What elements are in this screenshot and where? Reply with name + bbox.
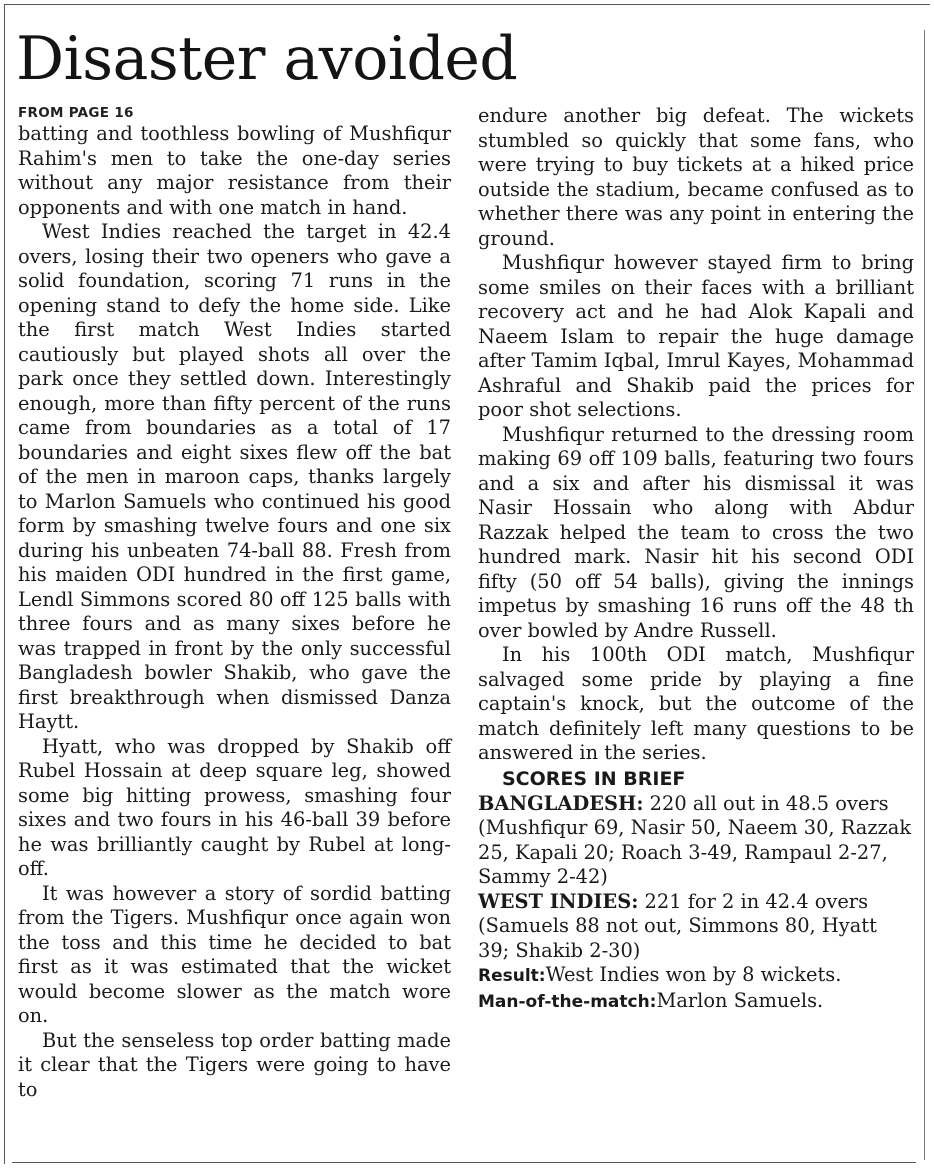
motm-label: Man-of-the-match: bbox=[478, 991, 657, 1012]
headline: Disaster avoided bbox=[16, 24, 518, 94]
score-text-bangladesh: 220 all out in 48.5 overs (Mushfiqur 69, Nasir 50, Naeem 30, Razzak 25, Kapali 20; Roach 3-49, Rampaul 2-27, Sammy 2-42) bbox=[478, 791, 912, 888]
score-bangladesh bbox=[478, 792, 914, 890]
paragraph: Mushfiqur however stayed firm to bring some smiles on their faces with a brilliant recovery act and he had Alok Kapali and Naeem Islam to repair the huge damage after Tamim Iqbal, Imrul Kayes, Mohammad Ashraful and Shakib paid the prices for poor shot selections. bbox=[478, 251, 914, 421]
right-border bbox=[924, 30, 925, 1160]
paragraph: It was however a story of sordid batting from the Tigers. Mushfiqur once again won the toss and this time he decided to bat first as it was estimated that the wicket would become slower as the match wore on. bbox=[18, 881, 451, 1027]
top-rule bbox=[4, 4, 930, 5]
motm-text: Marlon Samuels. bbox=[656, 988, 824, 1012]
man-of-the-match bbox=[478, 989, 914, 1015]
paragraph: Mushfiqur returned to the dressing room making 69 off 109 balls, featuring two fours and a six and after his dismissal it was Nasir Hossain who along with Abdur Razzak helped the team to cross the two hundred mark. Nasir hit his second ODI fifty (50 off 54 balls), giving the innings impetus by smashing 16 runs off the 48 th over bowled by Andre Russell. bbox=[478, 422, 914, 642]
paragraph: But the senseless top order batting made it clear that the Tigers were going to have to bbox=[18, 1028, 451, 1101]
left-border bbox=[4, 4, 5, 1164]
match-result bbox=[478, 963, 914, 989]
column-right bbox=[478, 104, 914, 1014]
score-text-west-indies: 221 for 2 in 42.4 overs (Samuels 88 not out, Simmons 80, Hyatt 39; Shakib 2-30) bbox=[478, 889, 877, 962]
column-left bbox=[18, 104, 451, 1102]
from-page-label: FROM PAGE 16 bbox=[18, 105, 134, 121]
score-west-indies bbox=[478, 890, 914, 964]
result-text: West Indies won by 8 wickets. bbox=[545, 963, 842, 986]
paragraph: endure another big defeat. The wickets stumbled so quickly that some fans, who were trying to buy tickets at a hiked price outside the stadium, became confused as to whether there was any point in entering the ground. bbox=[478, 104, 914, 250]
score-label-bangladesh: BANGLADESH: bbox=[478, 791, 644, 815]
score-label-west-indies: WEST INDIES: bbox=[478, 889, 639, 913]
paragraph: Hyatt, who was dropped by Shakib off Rubel Hossain at deep square leg, showed some big hitting prowess, smashing four sixes and two fours in his 46-ball 39 before he was brilliantly caught by Rubel at long-off. bbox=[18, 734, 451, 880]
paragraph: In his 100th ODI match, Mushfiqur salvaged some pride by playing a fine captain's knock, but the outcome of the match definitely left many questions to be answered in the series. bbox=[478, 643, 914, 764]
bottom-rule bbox=[12, 1162, 916, 1163]
paragraph: batting and toothless bowling of Mushfiqur Rahim's men to take the one-day series without any major resistance from their opponents and with one match in hand. bbox=[18, 122, 451, 219]
paragraph: West Indies reached the target in 42.4 overs, losing their two openers who gave a solid foundation, scoring 71 runs in the opening stand to defy the home side. Like the first match West Indies started cautiously but played shots all over the park once they settled down. Interestingly enough, more than fifty percent of the runs came from boundaries as a total of 17 boundaries and eight sixes flew off the bat of the men in maroon caps, thanks largely to Marlon Samuels who continued his good form by smashing twelve fours and one six during his unbeaten 74-ball 88. Fresh from his maiden ODI hundred in the first game, Lendl Simmons scored 80 off 125 balls with three fours and as many sixes before he was trapped in front by the only successful Bangladesh bowler Shakib, who gave the first breakthrough when dismissed Danza Haytt. bbox=[18, 220, 451, 733]
result-label: Result: bbox=[478, 966, 546, 986]
scores-title: SCORES IN BRIEF bbox=[502, 767, 686, 790]
